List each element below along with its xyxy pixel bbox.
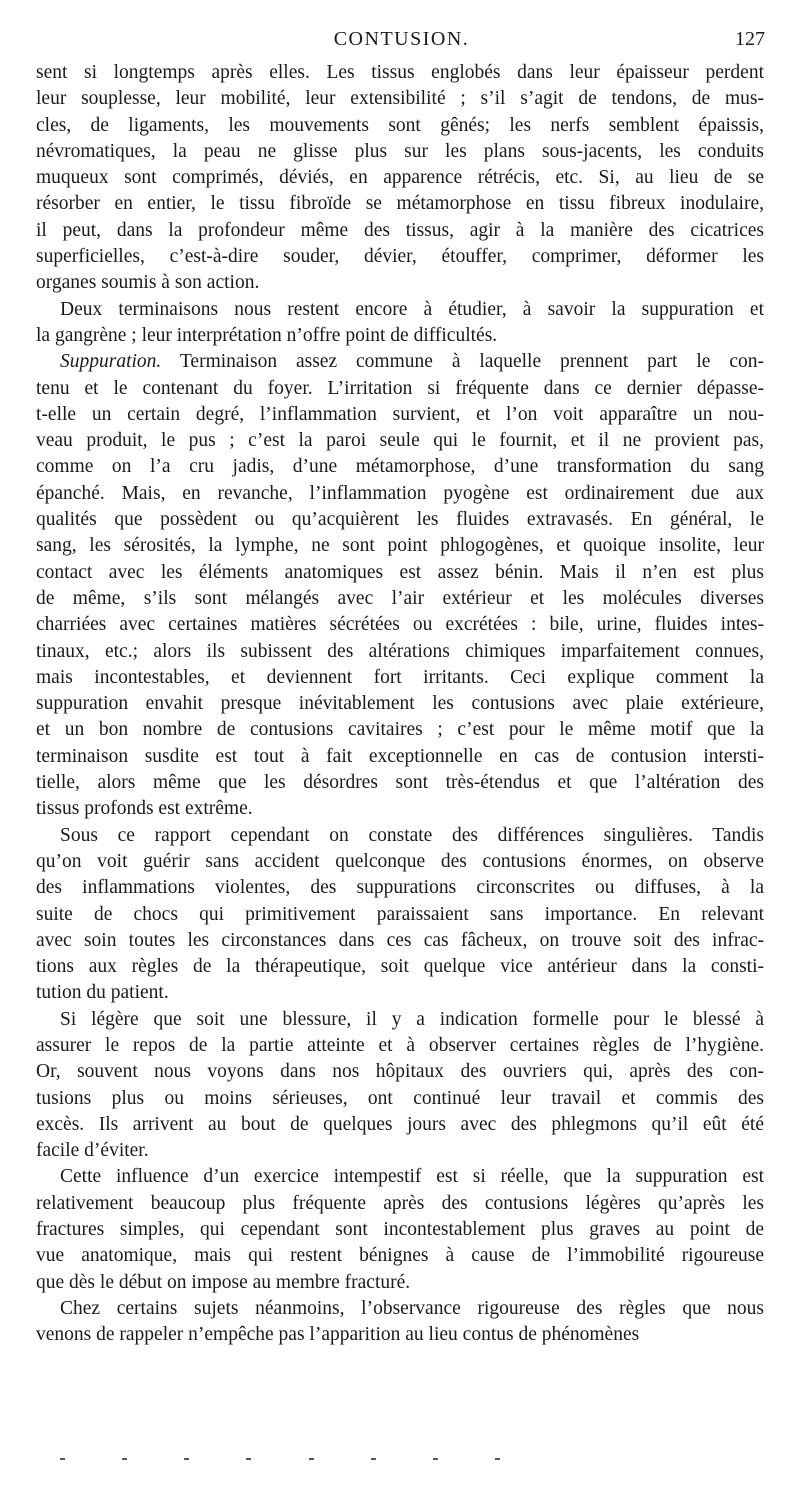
text-line: charriées avec certaines matières sécrétées ou excrétées : bile, urine, fluides intes- [36,614,764,636]
text-line: veau produit, le pus ; c’est la paroi seule qui le fournit, et il ne provient pas, [36,430,764,452]
text-line: mais incontestables, et deviennent fort irritants. Ceci explique comment la [36,666,764,688]
running-head [38,28,765,58]
text-line: leur souplesse, leur mobilité, leur extensibilité ; s’il s’agit de tendons, de mus- [36,88,764,110]
text-line: excès. Ils arrivent au bout de quelques jours avec des phlegmons qu’il eût été [36,1113,764,1135]
text-line: contact avec les éléments anatomiques est assez bénin. Mais il n’en est plus [36,561,764,583]
text-line: il peut, dans la profondeur même des tissus, agir à la manière des cicatrices [36,219,764,241]
text-line: suppuration envahit presque inévitablement les contusions avec plaie extérieure, [36,693,764,715]
text-line: fractures simples, qui cependant sont incontestablement plus graves au point de [36,1219,764,1241]
text-line: épanché. Mais, en revanche, l’inflammation pyogène est ordinairement due aux [36,482,764,504]
text-line: tielle, alors même que les désordres sont très-étendus et que l’altération des [36,772,764,794]
body-text [36,60,764,1349]
paragraph [36,60,764,297]
text-line: vue anatomique, mais qui restent bénignes à cause de l’immobilité rigoureuse [36,1245,764,1267]
text-line: Chez certains sujets néanmoins, l’observance rigoureuse des règles que nous [60,1297,764,1319]
text-line: tions aux règles de la thérapeutique, soit quelque vice antérieur dans la consti- [36,956,764,978]
paragraph [36,1007,764,1165]
text-line: tissus profonds est extrême. [36,798,253,820]
text-line: de même, s’ils sont mélangés avec l’air extérieur et les molécules diverses [36,587,764,609]
text-line: Sous ce rapport cependant on constate des différences singulières. Tandis [60,824,764,846]
text-line: Si légère que soit une blessure, il y a indication formelle pour le blessé à [60,1008,764,1030]
text-line: névromatiques, la peau ne glisse plus sur les plans sous-jacents, les conduits [36,140,764,162]
paragraph [36,297,764,350]
text-line: Deux terminaisons nous restent encore à étudier, à savoir la suppuration et [60,298,764,320]
section-lead: Suppuration. [60,351,162,373]
text-line: tenu et le contenant du foyer. L’irritation si fréquente dans ce dernier dépasse- [36,377,764,399]
text-line: facile d’éviter. [36,1140,149,1162]
text-line: et un bon nombre de contusions cavitaires ; c’est pour le même motif que la [36,719,764,741]
text-line: venons de rappeler n’empêche pas l’apparition au lieu contus de phénomènes [36,1324,640,1346]
text-line: Or, souvent nous voyons dans nos hôpitaux des ouvriers qui, après des con- [36,1061,764,1083]
text-line: Cette influence d’un exercice intempestif est si réelle, que la suppuration est [60,1166,764,1188]
text-line: muqueux sont comprimés, déviés, en apparence rétrécis, etc. Si, au lieu de se [36,167,764,189]
text-line: sent si longtemps après elles. Les tissus englobés dans leur épaisseur perdent [36,62,764,83]
text-line: suite de chocs qui primitivement paraissaient sans importance. En relevant [36,903,764,925]
paragraph [36,349,764,822]
text-line [36,349,764,375]
text-line: terminaison susdite est tout à fait exceptionnelle en cas de contusion intersti- [36,745,764,767]
text-line: résorber en entier, le tissu fibroïde se métamorphose en tissu fibreux inodulaire, [36,193,764,215]
text-line: superficielles, c’est-à-dire souder, dévier, étouffer, comprimer, déformer les [36,246,764,268]
page-number: 127 [735,28,765,50]
text-line: que dès le début on impose au membre fracturé. [36,1271,411,1293]
paragraph [36,823,764,1007]
text-line: cles, de ligaments, les mouvements sont gênés; les nerfs semblent épaissis, [36,114,764,136]
paragraph [36,1296,764,1349]
paragraph [36,1164,764,1295]
text-line: tusions plus ou moins sérieuses, ont continué leur travail et commis des [36,1087,764,1109]
text-line: des inflammations violentes, des suppurations circonscrites ou diffuses, à la [36,877,764,899]
text-line: qu’on voit guérir sans accident quelconque des contusions énormes, on observe [36,850,764,872]
text-line: organes soumis à son action. [36,272,260,294]
text-line: tinaux, etc.; alors ils subissent des altérations chimiques imparfaitement connues, [36,640,764,662]
text-line: tution du patient. [36,982,169,1004]
text-line: relativement beaucoup plus fréquente après des contusions légères qu’après les [36,1192,764,1214]
text-line: la gangrène ; leur interprétation n’offre point de difficultés. [36,324,498,346]
text-line-rest: Terminaison assez commune à laquelle prennent part le con- [161,351,764,373]
text-line: assurer le repos de la partie atteinte et à observer certaines règles de l’hygiène. [36,1034,764,1056]
text-line: comme on l’a cru jadis, d’une métamorphose, d’une transformation du sang [36,456,764,478]
print-specks [60,1458,500,1462]
text-line: avec soin toutes les circonstances dans ces cas fâcheux, on trouve soit des infrac- [36,929,764,951]
text-line: qualités que possèdent ou qu’acquièrent les fluides extravasés. En général, le [36,509,764,531]
text-line: t-elle un certain degré, l’inflammation survient, et l’on voit apparaître un nou- [36,403,764,425]
text-line: sang, les sérosités, la lymphe, ne sont point phlogogènes, et quoique insolite, leur [36,535,764,557]
running-title: CONTUSION. [333,28,470,50]
